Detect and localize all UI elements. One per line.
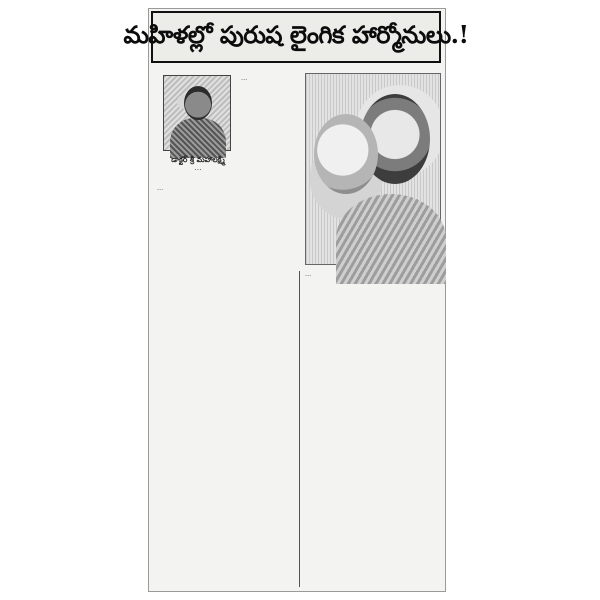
author-caption (159, 155, 237, 173)
mother-child-photo (305, 73, 441, 265)
author-photo (163, 75, 231, 151)
headline-box (123, 11, 469, 63)
intro-column (241, 75, 301, 83)
intro-text: … (241, 75, 248, 82)
newspaper-clipping (123, 8, 469, 592)
column-divider (299, 271, 300, 587)
left-column (157, 185, 297, 193)
headline: మహిళల్లో పురుష లైంగిక హార్మోనులు.! (123, 19, 469, 49)
author-role: … (194, 164, 202, 172)
author-name: డాక్టర్ శ్రీ మహాలక్ష్మి (171, 155, 225, 164)
right-column (305, 271, 441, 279)
body-text-left: … (157, 185, 164, 192)
body-text-right: … (305, 271, 312, 278)
